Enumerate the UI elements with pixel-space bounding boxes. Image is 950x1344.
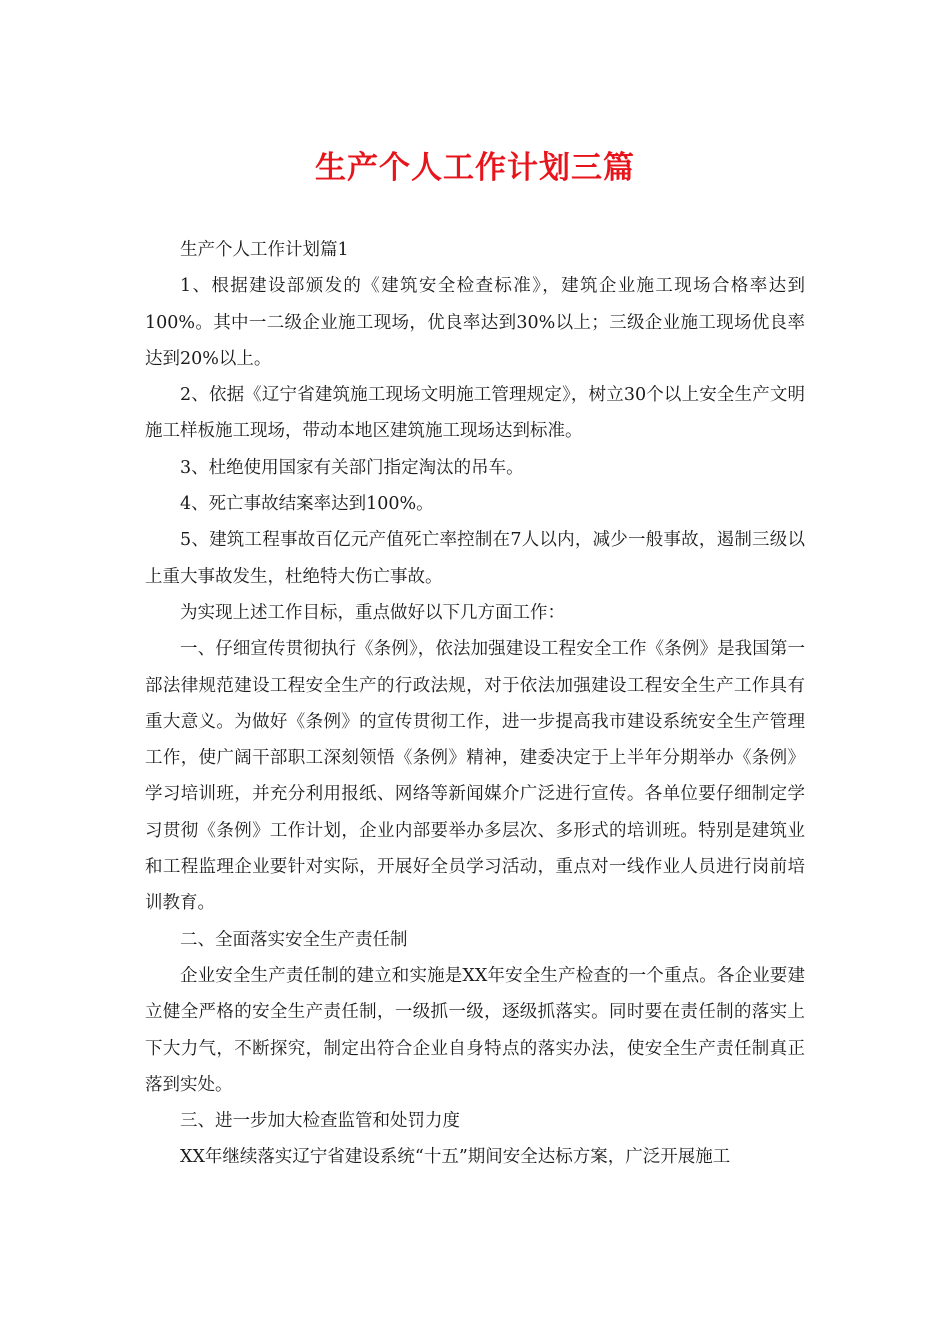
subheading: 三、进一步加大检查监管和处罚力度 [180,1111,460,1132]
paragraph: 3、杜绝使用国家有关部门指定淘汰的吊车。 [180,457,524,478]
document-body [145,232,805,1176]
paragraph: 4、死亡事故结案率达到100%。 [180,494,434,515]
subheading: 二、全面落实安全生产责任制 [180,929,408,950]
paragraph: 5、建筑工程事故百亿元产值死亡率控制在7人以内，减少一般事故，遏制三级以上重大事故发生，杜绝特大伤亡事故。 [145,530,805,587]
paragraph: 1、根据建设部颁发的《建筑安全检查标准》，建筑企业施工现场合格率达到100%。其中一二级企业施工现场，优良率达到30%以上；三级企业施工现场优良率达到20%以上。 [145,276,805,369]
section-heading: 生产个人工作计划篇1 [180,240,349,260]
document-title: 生产个人工作计划三篇 [315,150,635,186]
paragraph: 企业安全生产责任制的建立和实施是XX年安全生产检查的一个重点。各企业要建立健全严格的安全生产责任制，一级抓一级，逐级抓落实。同时要在责任制的落实上下大力气，不断探究，制定出符合企业自身特点的落实办法，使安全生产责任制真正落到实处。 [145,965,805,1095]
paragraph: XX年继续落实辽宁省建设系统“十五”期间安全达标方案，广泛开展施工 [180,1147,731,1168]
paragraph: 为实现上述工作目标，重点做好以下几方面工作： [180,602,565,623]
paragraph: 2、依据《辽宁省建筑施工现场文明施工管理规定》，树立30个以上安全生产文明施工样板施工现场，带动本地区建筑施工现场达到标准。 [145,385,805,442]
paragraph: 一、仔细宣传贯彻执行《条例》，依法加强建设工程安全工作《条例》是我国第一部法律规范建设工程安全生产的行政法规，对于依法加强建设工程安全生产工作具有重大意义。为做好《条例》的宣传贯彻工作，进一步提高我市建设系统安全生产管理工作，使广阔干部职工深刻领悟《条例》精神，建委决定于上半年分期举办《条例》学习培训班，并充分利用报纸、网络等新闻媒介广泛进行宣传。各单位要仔细制定学习贯彻《条例》工作计划，企业内部要举办多层次、多形式的培训班。特别是建筑业和工程监理企业要针对实际，开展好全员学习活动，重点对一线作业人员进行岗前培训教育。 [145,639,805,914]
